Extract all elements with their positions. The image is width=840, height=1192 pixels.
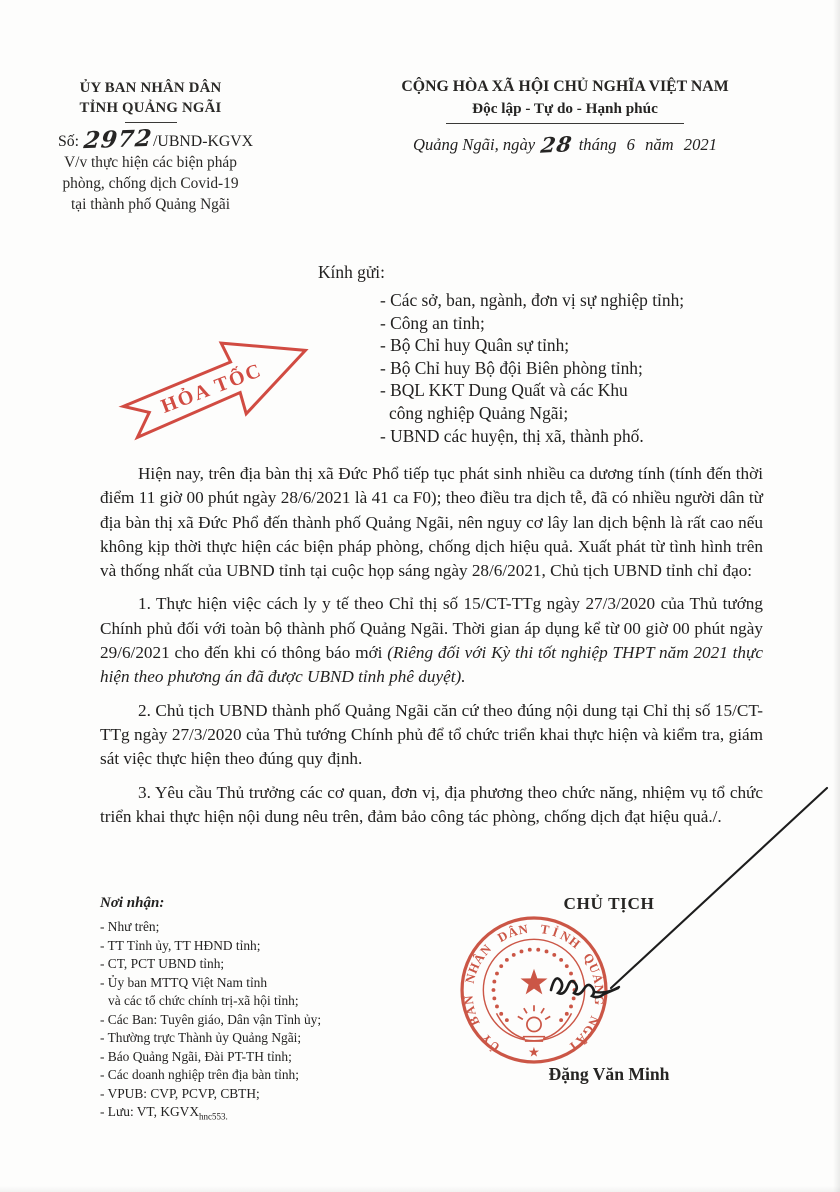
salutation: Kính gửi: (318, 262, 385, 282)
noi-nhan-item: - TT Tỉnh ủy, TT HĐND tỉnh; (100, 937, 261, 953)
svg-text:I: I (567, 1039, 580, 1054)
noi-nhan-block (100, 895, 400, 1126)
recipient-item: - Bộ Chỉ huy Quân sự tỉnh; (380, 335, 570, 356)
noi-nhan-item: - Các doanh nghiệp trên địa bàn tỉnh; (100, 1067, 299, 1082)
national-motto-line2: Độc lập - Tự do - Hạnh phúc (472, 100, 658, 117)
issuing-org-block (58, 78, 254, 215)
svg-text:Ủ: Ủ (486, 1037, 503, 1055)
svg-text:T: T (539, 922, 551, 938)
noi-nhan-item-luu (100, 1103, 400, 1126)
noi-nhan-item: - Báo Quảng Ngãi, Đài PT-TH tỉnh; (100, 1048, 292, 1064)
hoa-toc-label: HỎA TỐC (158, 359, 266, 418)
svg-text:Â: Â (506, 924, 520, 941)
signer-title: CHỦ TỊCH (563, 894, 655, 913)
handwritten-day: 28 (539, 131, 575, 158)
document-subject (58, 153, 243, 215)
body-paragraph-2-italic: (Riêng đối với Kỳ thi tốt nghiệp THPT năm 2021 thực hiện theo phương án đã được UBND tỉnh phê duyệt). (100, 643, 764, 687)
svg-text:D: D (495, 928, 511, 946)
svg-text:G: G (579, 1022, 597, 1039)
svg-text:N: N (557, 928, 573, 946)
svg-text:N: N (585, 1013, 602, 1029)
body-paragraph-4: 3. Yêu cầu Thủ trưởng các cơ quan, đơn vị, địa phương theo chức năng, nhiệm vụ tổ chức triển khai thực hiện nội dung nêu trên, đảm bảo công tác phòng, chống dịch đạt hiệu quả./. (100, 782, 763, 826)
svg-text:Ã: Ã (573, 1030, 590, 1048)
luu-main: - Lưu: VT, KGVX (100, 1104, 199, 1119)
svg-text:G: G (591, 994, 607, 1006)
subject-line: phòng, chống dịch Covid-19 (62, 174, 239, 192)
date-suffix: tháng 6 năm 2021 (578, 135, 717, 154)
svg-text:Â: Â (470, 951, 488, 967)
body-paragraph-2 (100, 592, 763, 689)
subject-line: tại thành phố Quảng Ngãi (70, 195, 230, 213)
scan-edge-artifact (833, 0, 840, 1192)
handwritten-number: 2972 (82, 124, 154, 155)
svg-text:N: N (477, 941, 495, 959)
body-paragraph-1: Hiện nay, trên địa bàn thị xã Đức Phổ tiếp tục phát sinh nhiều ca dương tính (tính đến thời điểm 11 giờ 00 phút ngày 28/6/2021 là 41 ca F0); theo điều tra dịch tễ, đã có nhiều người dân từ địa bàn thị xã Đức Phổ đến thành phố Quảng Ngãi, nên nguy cơ lây lan dịch bệnh là rất cao nếu không kịp thời thực hiện các biện pháp phòng, chống dịch hiệu quả. Xuất phát từ tình hình trên và thống nhất của UBND tỉnh tại cuộc họp sáng ngày 28/6/2021, Chủ tịch UBND tỉnh chỉ đạo: (100, 464, 763, 581)
scan-bottom-artifact (0, 1186, 840, 1192)
signature-ink (535, 768, 835, 1008)
svg-text:H: H (465, 960, 483, 976)
recipient-item: - UBND các huyện, thị xã, thành phố. (380, 425, 644, 446)
subject-line: V/v thực hiện các biện pháp (64, 154, 237, 171)
noi-nhan-item: - Ủy ban MTTQ Việt Nam tỉnh (100, 974, 268, 990)
svg-text:Y: Y (478, 1030, 495, 1048)
recipient-item: - Các sở, ban, ngành, đơn vị sự nghiệp tỉnh; (380, 290, 685, 310)
noi-nhan-item: - Như trên; (100, 919, 160, 934)
signature-scribble (551, 978, 618, 997)
recipient-item: - BQL KKT Dung Quất và các Khu (380, 380, 628, 401)
pen-flourish-line (611, 788, 827, 988)
svg-text:Ỉ: Ỉ (550, 924, 560, 940)
signer-name: Đặng Văn Minh (548, 1064, 670, 1084)
hoa-toc-urgency-stamp-icon (104, 312, 332, 458)
noi-nhan-item: - Thường trực Thành ủy Quảng Ngãi; (100, 1030, 302, 1045)
svg-text:N: N (461, 994, 477, 1006)
number-prefix: Số: (58, 133, 80, 150)
svg-text:Q: Q (580, 950, 598, 967)
svg-text:B: B (466, 1014, 483, 1028)
seal-bottom-star: ★ (528, 1045, 540, 1059)
place-date-line (360, 131, 770, 158)
noi-nhan-item: - Các Ban: Tuyên giáo, Dân vận Tỉnh ủy; (100, 1011, 322, 1027)
svg-text:H: H (566, 934, 583, 952)
svg-text:U: U (585, 961, 603, 976)
svg-text:N: N (591, 984, 607, 995)
org-name-line2: TỈNH QUẢNG NGÃI (79, 100, 222, 116)
noi-nhan-item: - CT, PCT UBND tỉnh; (100, 956, 225, 971)
recipient-item: - Công an tỉnh; (380, 312, 485, 333)
recipient-list (380, 289, 684, 447)
signature-underline (595, 987, 619, 992)
recipients-block (318, 260, 684, 447)
date-prefix: Quảng Ngãi, ngày (412, 135, 536, 154)
document-number (58, 124, 254, 155)
number-suffix: /UBND-KGVX (153, 133, 254, 150)
noi-nhan-item: - VPUB: CVP, PCVP, CBTH; (100, 1085, 260, 1101)
motto-underline (446, 123, 684, 124)
luu-subscript: hnc553. (199, 1111, 228, 1122)
recipient-item-wrapped: công nghiệp Quảng Ngãi; (389, 402, 569, 423)
org-name-line1: ỦY BAN NHÂN DÂN (79, 80, 222, 96)
svg-text:A: A (462, 1004, 479, 1018)
body-paragraph-3: 2. Chủ tịch UBND thành phố Quảng Ngãi căn cứ theo đúng nội dung tại Chỉ thị số 15/CT-TTg ngày 27/3/2020 của Thủ tướng Chính phủ để tổ chức triển khai thực hiện và kiểm tra, giám sát việc thực hiện theo đúng quy định. (100, 700, 763, 769)
noi-nhan-list (100, 918, 400, 1126)
recipient-item: - Bộ Chỉ huy Bộ đội Biên phòng tỉnh; (380, 357, 643, 378)
svg-text:N: N (517, 921, 529, 938)
national-motto-line1: CỘNG HÒA XÃ HỘI CHỦ NGHĨA VIỆT NAM (401, 78, 729, 95)
noi-nhan-label: Nơi nhận: (100, 895, 165, 911)
org-underline (125, 122, 177, 123)
svg-text:Ả: Ả (589, 972, 606, 985)
national-header-block (360, 78, 770, 158)
noi-nhan-item-wrapped: và các tổ chức chính trị-xã hội tỉnh; (108, 993, 299, 1008)
svg-text:N: N (462, 972, 479, 985)
body-paragraph-2-normal: 1. Thực hiện việc cách ly y tế theo Chỉ thị số 15/CT-TTg ngày 27/3/2020 của Thủ tướng Chính phủ đối với toàn bộ thành phố Quảng Ngãi. Thời gian áp dụng kể từ 00 giờ 00 phút ngày 29/6/2021 cho đến khi có thông báo mới (100, 594, 763, 663)
